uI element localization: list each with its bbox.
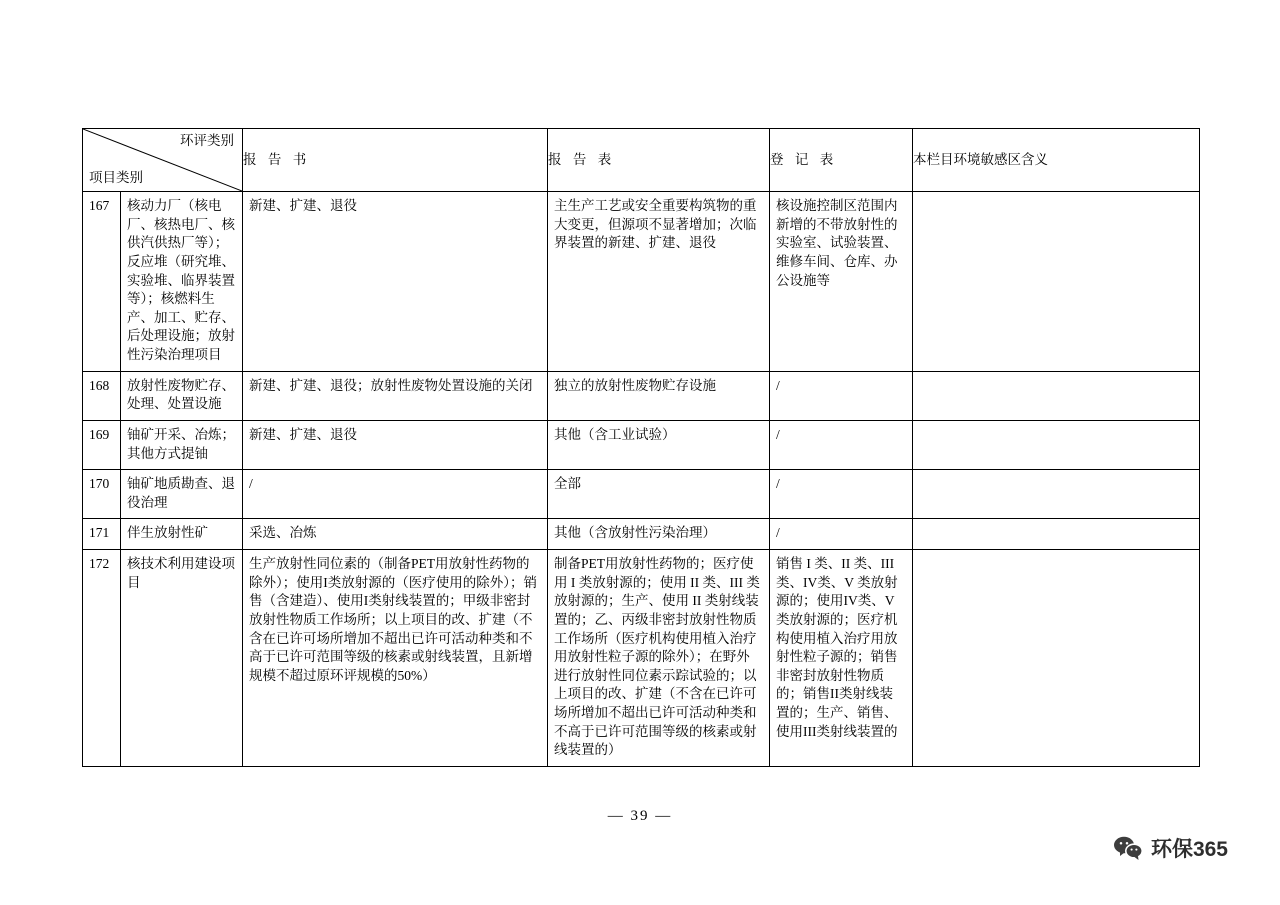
row-report-book: 新建、扩建、退役；放射性废物处置设施的关闭 [243,371,548,420]
row-report-book: 新建、扩建、退役 [243,192,548,372]
row-category: 铀矿开采、冶炼；其他方式提铀 [121,420,243,469]
row-sensitive-area [913,519,1200,550]
row-number: 169 [83,420,121,469]
row-category: 放射性废物贮存、处理、处置设施 [121,371,243,420]
row-report-book: 新建、扩建、退役 [243,420,548,469]
row-registration: 核设施控制区范围内新增的不带放射性的实验室、试验装置、维修车间、仓库、办公设施等 [770,192,913,372]
row-category: 核技术利用建设项目 [121,550,243,767]
row-registration: / [770,371,913,420]
project-category-table-wrap [82,128,1199,767]
header-project-category-label: 项目类别 [89,170,143,186]
header-report-book: 报 告 书 [243,129,548,192]
table-row [83,371,1200,420]
row-report-book: 生产放射性同位素的（制备PET用放射性药物的除外）；使用I类放射源的（医疗使用的除外）；销售（含建造）、使用I类射线装置的；甲级非密封放射性物质工作场所；以上项目的改、扩建（不含在已许可场所增加不超出已许可活动种类和不高于已许可范围等级的核素或射线装置，且新增规模不超过原环评规模的50%） [243,550,548,767]
header-registration-form: 登 记 表 [770,129,913,192]
header-corner-cell [83,129,243,192]
row-number: 168 [83,371,121,420]
table-row [83,420,1200,469]
row-report-form: 其他（含放射性污染治理） [548,519,770,550]
watermark-text: 环保365 [1150,838,1228,861]
wechat-glyph [1113,835,1143,861]
wechat-icon [1113,835,1143,861]
table-row [83,470,1200,519]
row-registration: 销售 I 类、II 类、III 类、IV类、V 类放射源的；使用IV类、V 类放射源的；医疗机构使用植入治疗用放射性粒子源的；销售非密封放射性物质的；销售II类射线装置的；生产、销售、使用III类射线装置的 [770,550,913,767]
table-header-row [83,129,1200,192]
row-sensitive-area [913,550,1200,767]
row-category: 铀矿地质勘查、退役治理 [121,470,243,519]
row-report-form: 独立的放射性废物贮存设施 [548,371,770,420]
row-sensitive-area [913,470,1200,519]
row-report-form: 其他（含工业试验） [548,420,770,469]
row-registration: / [770,519,913,550]
page-number: — 39 — [607,808,673,824]
header-sensitive-area-meaning: 本栏目环境敏感区含义 [913,129,1200,192]
row-report-form: 制备PET用放射性药物的；医疗使用 I 类放射源的；使用 II 类、III 类放射源的；生产、使用 II 类射线装置的；乙、丙级非密封放射性物质工作场所（医疗机构使用植入治疗用放射性粒子源的除外）；在野外进行放射性同位素示踪试验的；以上项目的改、扩建（不含在已许可场所增加不超出已许可活动种类和不高于已许可范围等级的核素或射线装置的） [548,550,770,767]
row-sensitive-area [913,192,1200,372]
row-registration: / [770,470,913,519]
corner-split-cell [83,129,242,191]
header-assessment-category-label: 环评类别 [180,133,234,148]
table-row [83,550,1200,767]
row-number: 171 [83,519,121,550]
row-report-form: 主生产工艺或安全重要构筑物的重大变更，但源项不显著增加；次临界装置的新建、扩建、退役 [548,192,770,372]
table-row [83,519,1200,550]
row-sensitive-area [913,420,1200,469]
row-report-form: 全部 [548,470,770,519]
row-number: 172 [83,550,121,767]
row-sensitive-area [913,371,1200,420]
row-report-book: / [243,470,548,519]
row-number: 167 [83,192,121,372]
row-report-book: 采选、冶炼 [243,519,548,550]
row-number: 170 [83,470,121,519]
header-report-form: 报 告 表 [548,129,770,192]
row-category: 伴生放射性矿 [121,519,243,550]
watermark [1113,833,1228,863]
project-category-table [82,128,1200,767]
table-row [83,192,1200,372]
row-registration: / [770,420,913,469]
row-category: 核动力厂（核电厂、核热电厂、核供汽供热厂等）；反应堆（研究堆、实验堆、临界装置等）；核燃料生产、加工、贮存、后处理设施；放射性污染治理项目 [121,192,243,372]
